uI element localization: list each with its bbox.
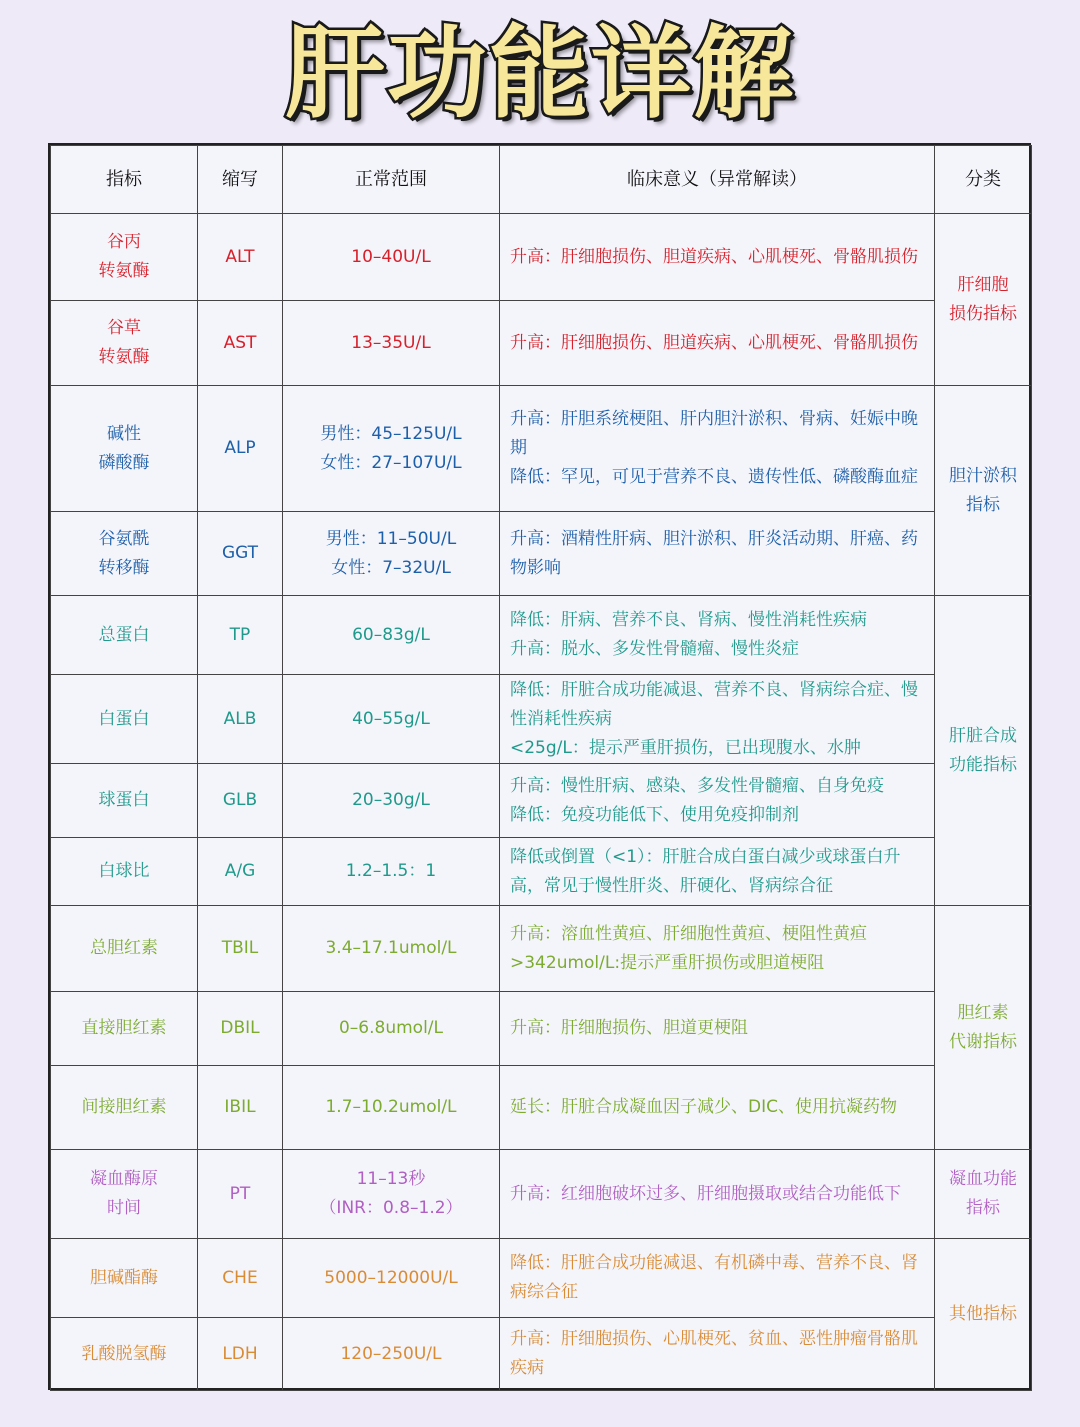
- indicator-name: 间接胆红素: [51, 1066, 198, 1150]
- indicator-abbr: TP: [198, 596, 283, 675]
- indicator-name: 球蛋白: [51, 764, 198, 838]
- table-row: [51, 1239, 1032, 1318]
- clinical-meaning: [500, 1318, 935, 1391]
- indicator-abbr: GGT: [198, 512, 283, 596]
- meaning-line: 升高：肝细胞损伤、胆道疾病、心肌梗死、骨骼肌损伤: [510, 332, 918, 353]
- meaning-line: 延长：肝脏合成凝血因子减少、DIC、使用抗凝药物: [510, 1097, 897, 1117]
- indicator-name: 谷氨酰 转移酶: [51, 512, 198, 596]
- normal-range: 1.2–1.5：1: [283, 838, 500, 906]
- indicator-abbr: ALB: [198, 675, 283, 764]
- indicator-name: 直接胆红素: [51, 992, 198, 1066]
- liver-function-table: [48, 143, 1031, 1390]
- normal-range: 60–83g/L: [283, 596, 500, 675]
- meaning-line: 升高：肝细胞损伤、胆道更梗阻: [510, 1018, 748, 1038]
- category-liver-cell: 肝细胞 损伤指标: [935, 214, 1032, 386]
- header-abbr: 缩写: [198, 146, 283, 214]
- table-row: [51, 838, 1032, 906]
- normal-range: 男性：45–125U/L 女性：27–107U/L: [283, 386, 500, 512]
- category-other: 其他指标: [935, 1239, 1032, 1391]
- table-row: [51, 214, 1032, 301]
- indicator-abbr: ALP: [198, 386, 283, 512]
- clinical-meaning: [500, 992, 935, 1066]
- table-row: [51, 1150, 1032, 1239]
- indicator-abbr: AST: [198, 301, 283, 386]
- normal-range: 男性：11–50U/L 女性：7–32U/L: [283, 512, 500, 596]
- category-synthesis: 肝脏合成 功能指标: [935, 596, 1032, 906]
- meaning-line: <25g/L：提示严重肝损伤，已出现腹水、水肿: [510, 737, 861, 758]
- category-bile: 胆汁淤积 指标: [935, 386, 1032, 596]
- indicator-abbr: CHE: [198, 1239, 283, 1318]
- meaning-line: 升高：慢性肝病、感染、多发性骨髓瘤、自身免疫: [510, 775, 884, 796]
- indicator-name: 乳酸脱氢酶: [51, 1318, 198, 1391]
- meaning-line: 升高：脱水、多发性骨髓瘤、慢性炎症: [510, 639, 799, 659]
- table-row: [51, 596, 1032, 675]
- indicator-name: 胆碱酯酶: [51, 1239, 198, 1318]
- normal-range: 20–30g/L: [283, 764, 500, 838]
- normal-range: 3.4–17.1umol/L: [283, 906, 500, 992]
- table-header-row: [51, 146, 1032, 214]
- indicator-abbr: IBIL: [198, 1066, 283, 1150]
- header-indicator: 指标: [51, 146, 198, 214]
- table-row: [51, 1066, 1032, 1150]
- header-meaning: 临床意义（异常解读）: [500, 146, 935, 214]
- meaning-line: 升高：肝细胞损伤、心肌梗死、贫血、恶性肿瘤骨骼肌疾病: [510, 1329, 918, 1378]
- indicator-abbr: GLB: [198, 764, 283, 838]
- meaning-line: 降低：罕见，可见于营养不良、遗传性低、磷酸酶血症: [510, 467, 918, 487]
- header-range: 正常范围: [283, 146, 500, 214]
- normal-range: 0–6.8umol/L: [283, 992, 500, 1066]
- meaning-line: 降低：肝病、营养不良、肾病、慢性消耗性疾病: [510, 610, 867, 630]
- clinical-meaning: [500, 386, 935, 512]
- meaning-line: 升高：溶血性黄疸、肝细胞性黄疸、梗阻性黄疸: [510, 923, 867, 944]
- clinical-meaning: [500, 214, 935, 301]
- table-row: [51, 764, 1032, 838]
- indicator-abbr: DBIL: [198, 992, 283, 1066]
- meaning-line: 降低或倒置（<1）：肝脏合成白蛋白减少或球蛋白升高，常见于慢性肝炎、肝硬化、肾病综合征: [510, 846, 901, 896]
- indicator-name: 谷草 转氨酶: [51, 301, 198, 386]
- indicator-name: 总胆红素: [51, 906, 198, 992]
- meaning-line: 升高：酒精性肝病、胆汁淤积、肝炎活动期、肝癌、药物影响: [510, 528, 918, 578]
- table-row: [51, 1318, 1032, 1391]
- clinical-meaning: [500, 596, 935, 675]
- normal-range: 5000–12000U/L: [283, 1239, 500, 1318]
- normal-range: 120–250U/L: [283, 1318, 500, 1391]
- normal-range: 11–13秒 （INR：0.8–1.2）: [283, 1150, 500, 1239]
- header-category: 分类: [935, 146, 1032, 214]
- clinical-meaning: [500, 512, 935, 596]
- category-coagulation: 凝血功能 指标: [935, 1150, 1032, 1239]
- meaning-line: 降低：免疫功能低下、使用免疫抑制剂: [510, 804, 799, 825]
- indicator-name: 谷丙 转氨酶: [51, 214, 198, 301]
- normal-range: 10–40U/L: [283, 214, 500, 301]
- indicator-name: 凝血酶原 时间: [51, 1150, 198, 1239]
- indicator-name: 白球比: [51, 838, 198, 906]
- indicator-abbr: ALT: [198, 214, 283, 301]
- clinical-meaning: [500, 1066, 935, 1150]
- clinical-meaning: [500, 301, 935, 386]
- meaning-line: 升高：肝胆系统梗阻、肝内胆汁淤积、骨病、妊娠中晚期: [510, 409, 918, 458]
- indicator-abbr: A/G: [198, 838, 283, 906]
- page-title: 肝功能详解: [285, 15, 795, 132]
- table-row: [51, 301, 1032, 386]
- clinical-meaning: [500, 1239, 935, 1318]
- indicator-abbr: LDH: [198, 1318, 283, 1391]
- meaning-line: 降低：肝脏合成功能减退、营养不良、肾病综合症、慢性消耗性疾病: [510, 679, 918, 729]
- clinical-meaning: [500, 1150, 935, 1239]
- normal-range: 13–35U/L: [283, 301, 500, 386]
- meaning-line: 升高：肝细胞损伤、胆道疾病、心肌梗死、骨骼肌损伤: [510, 246, 918, 267]
- normal-range: 40–55g/L: [283, 675, 500, 764]
- clinical-meaning: [500, 838, 935, 906]
- table-row: [51, 675, 1032, 764]
- normal-range: 1.7–10.2umol/L: [283, 1066, 500, 1150]
- indicator-name: 碱性 磷酸酶: [51, 386, 198, 512]
- table-row: [51, 512, 1032, 596]
- indicator-abbr: PT: [198, 1150, 283, 1239]
- table-row: [51, 386, 1032, 512]
- meaning-line: 升高：红细胞破坏过多、肝细胞摄取或结合功能低下: [510, 1183, 901, 1204]
- meaning-line: 降低：肝脏合成功能减退、有机磷中毒、营养不良、肾病综合征: [510, 1253, 918, 1302]
- indicator-abbr: TBIL: [198, 906, 283, 992]
- clinical-meaning: [500, 675, 935, 764]
- category-bilirubin: 胆红素 代谢指标: [935, 906, 1032, 1150]
- meaning-line: >342umol/L:提示严重肝损伤或胆道梗阻: [510, 952, 825, 973]
- clinical-meaning: [500, 906, 935, 992]
- indicator-name: 白蛋白: [51, 675, 198, 764]
- table-row: [51, 906, 1032, 992]
- clinical-meaning: [500, 764, 935, 838]
- indicator-name: 总蛋白: [51, 596, 198, 675]
- table-row: [51, 992, 1032, 1066]
